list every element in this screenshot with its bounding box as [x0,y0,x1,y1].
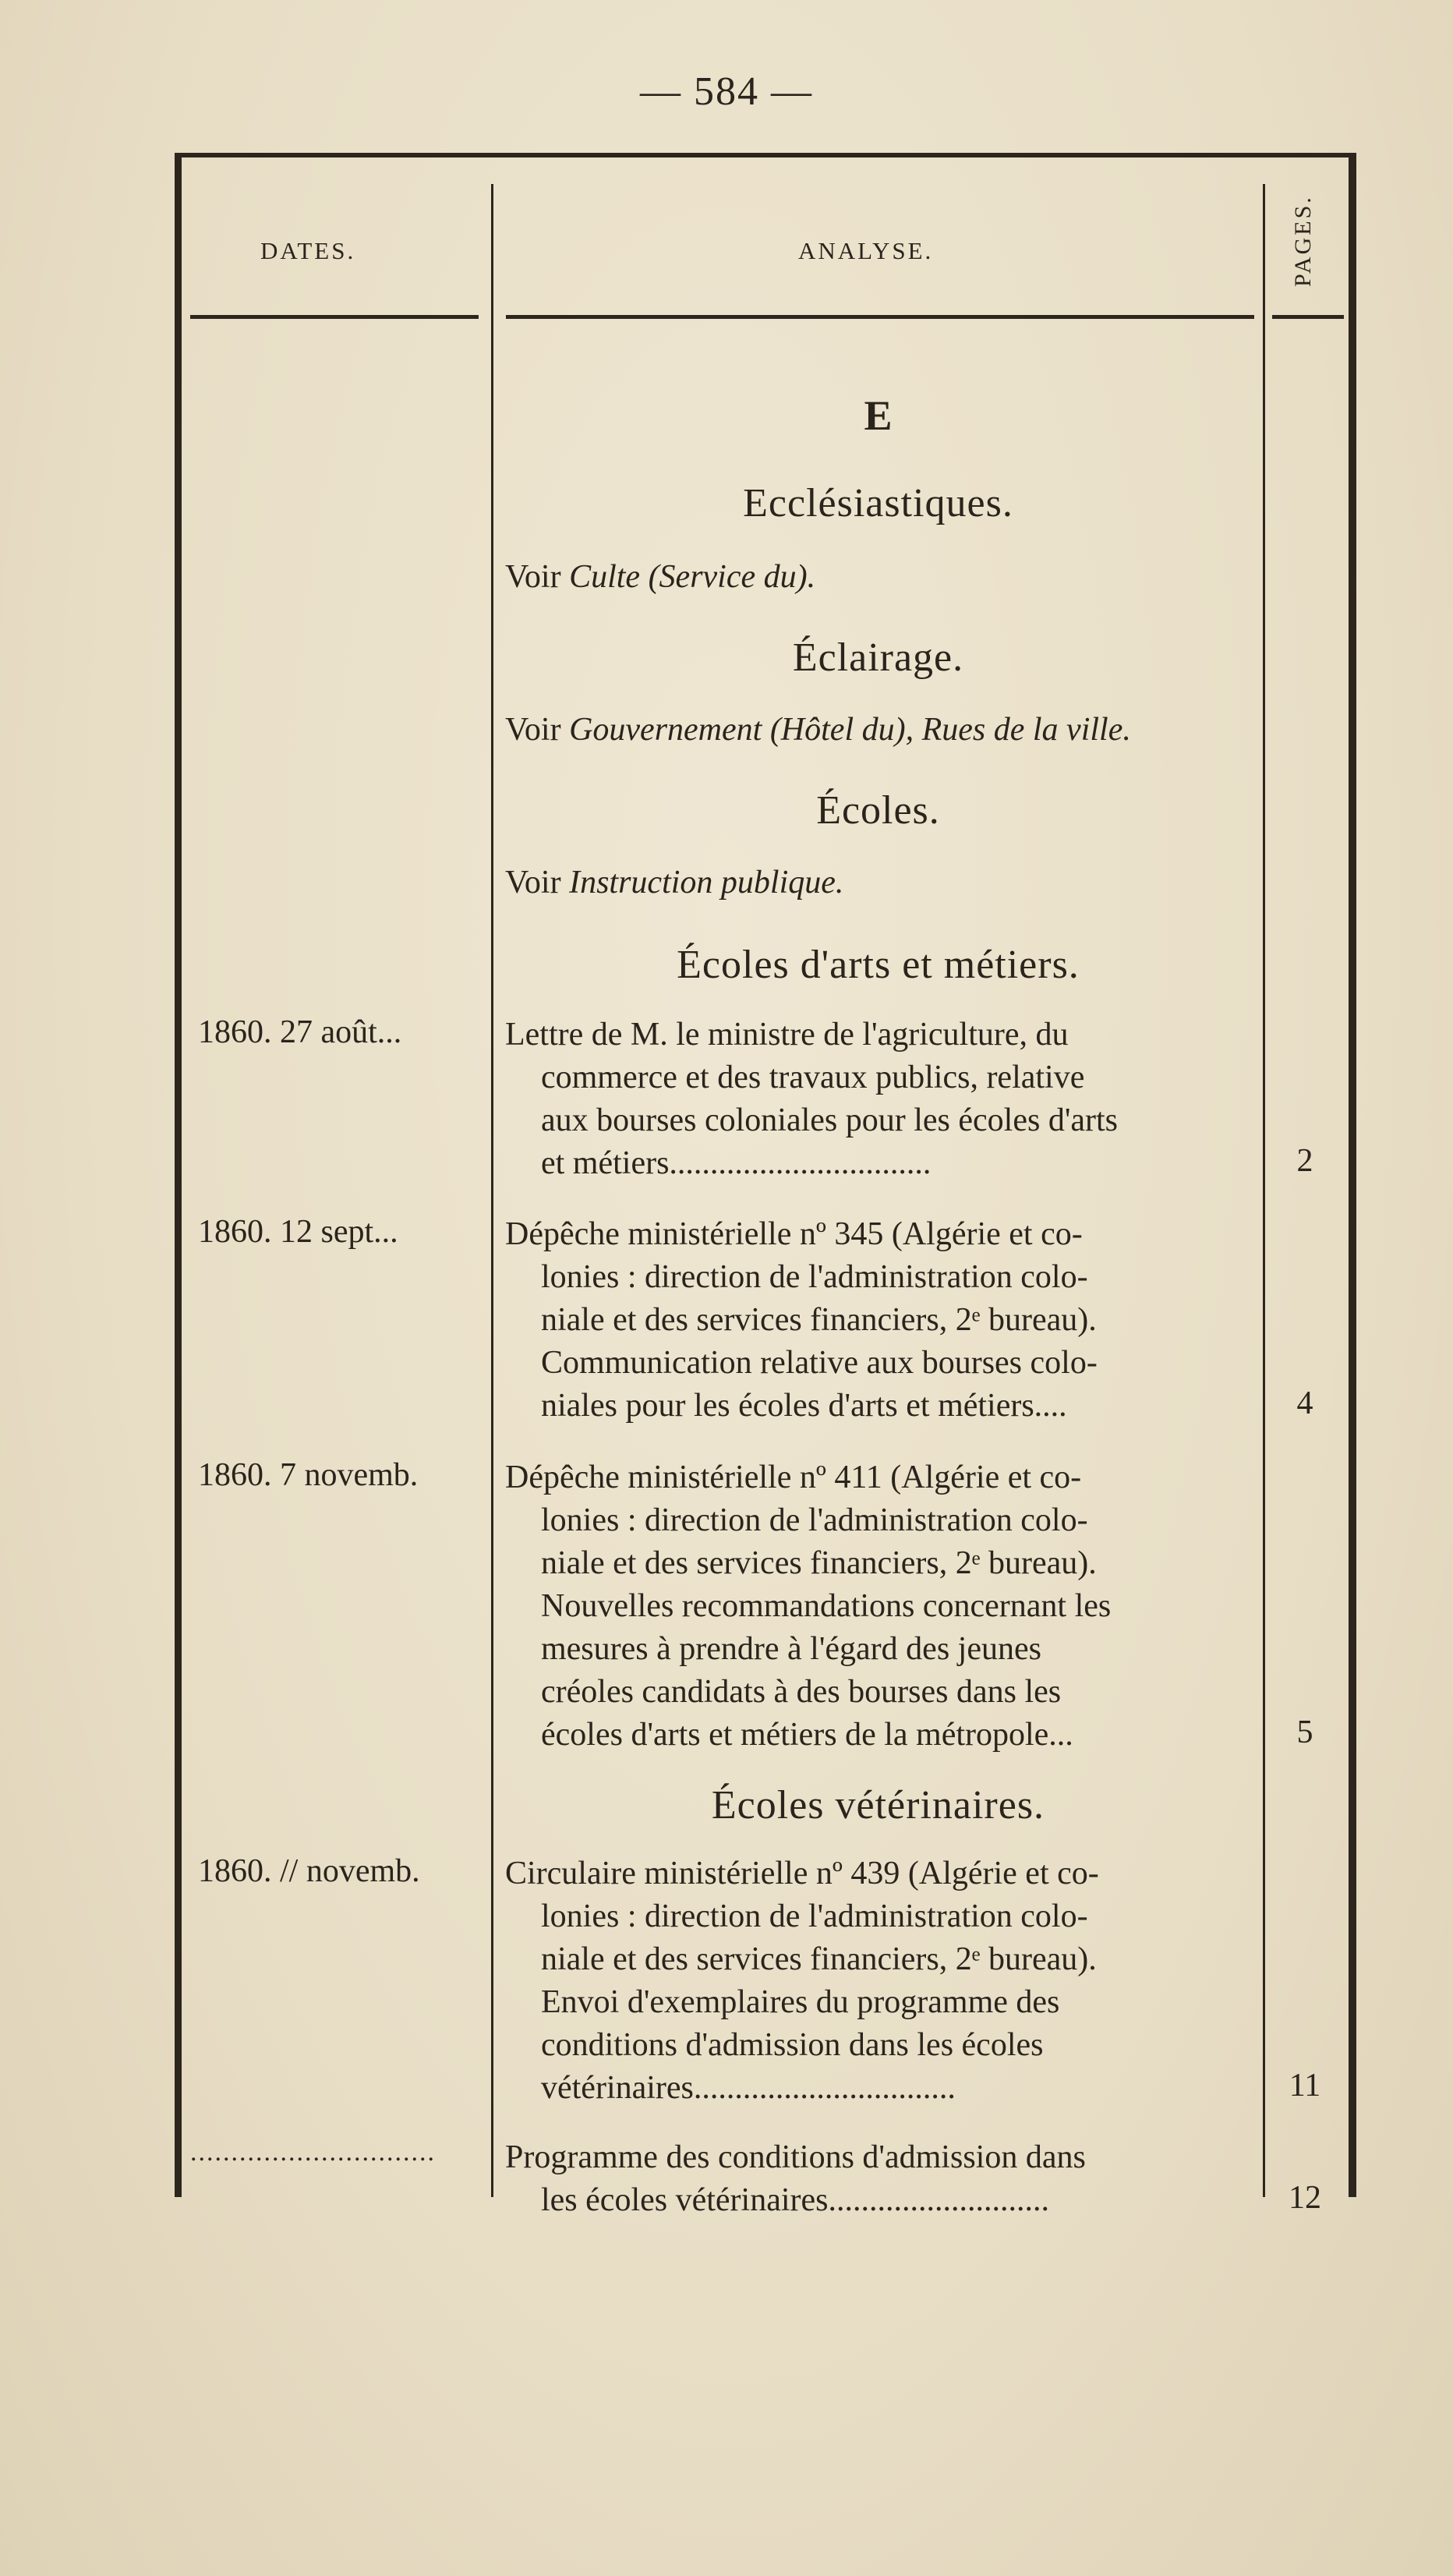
entry-line: Programme des conditions d'admission dans [505,2139,1086,2175]
table-top-border [175,153,1356,157]
entry-line: et métiers................................ [541,1145,932,1181]
entry-page: 4 [1296,1385,1313,1421]
entry-date: 1860. 27 août... [198,1014,402,1050]
table-left-border [175,153,182,2197]
voir-eclairage [505,711,1131,748]
entry-line: lonies : direction de l'administration colo- [541,1898,1088,1934]
entry-line: niale et des services financiers, 2ᵉ bureau). [541,1302,1097,1338]
entry-line: Circulaire ministérielle nº 439 (Algérie et co- [505,1856,1099,1891]
voir-reference: Culte (Service du). [569,559,816,595]
heading-ecoles-veterinaires: Écoles vétérinaires. [711,1783,1045,1828]
entry-line: Dépêche ministérielle nº 345 (Algérie et co- [505,1216,1083,1252]
voir-prefix: Voir [505,559,570,595]
page-number: — 584 — [640,69,813,114]
entry-line: mesures à prendre à l'égard des jeunes [541,1631,1041,1667]
voir-reference: Gouvernement (Hôtel du), Rues de la ville. [569,712,1131,748]
entry-line: niale et des services financiers, 2ᵉ bureau). [541,1545,1097,1581]
entry-analysis [505,1213,1252,1428]
heading-ecoles: Écoles. [816,788,940,833]
entry-date: 1860. // novemb. [198,1853,420,1889]
entry-line: aux bourses coloniales pour les écoles d'arts [541,1102,1119,1138]
header-pages: PAGES. [1290,195,1316,287]
entry-line: commerce et des travaux publics, relative [541,1060,1085,1095]
header-analyse: ANALYSE. [798,237,934,264]
entry-line: Envoi d'exemplaires du programme des [541,1984,1060,2020]
entry-line: niale et des services financiers, 2ᵉ bureau). [541,1941,1097,1977]
entry-line: Lettre de M. le ministre de l'agriculture, du [505,1017,1069,1053]
header-underline-analyse [506,315,1254,319]
entry-line: Dépêche ministérielle nº 411 (Algérie et co- [505,1460,1082,1495]
entry-line: conditions d'admission dans les écoles [541,2027,1044,2063]
section-letter: E [864,392,893,439]
entry-line: écoles d'arts et métiers de la métropole... [541,1717,1073,1753]
table-right-border [1349,153,1356,2197]
entry-page: 11 [1289,2068,1321,2104]
entry-analysis [505,1014,1252,1185]
entry-date: 1860. 12 sept... [198,1214,398,1250]
entry-page: 5 [1296,1714,1313,1750]
entry-page: 12 [1289,2180,1321,2216]
entry-line: vétérinaires................................ [541,2070,956,2106]
entry-line: Nouvelles recommandations concernant les [541,1588,1112,1624]
heading-ecoles-arts-metiers: Écoles d'arts et métiers. [677,943,1080,987]
heading-eclairage: Éclairage. [792,635,964,680]
header-underline-pages [1272,315,1344,319]
index-table [175,153,1356,2218]
header-underline-dates [190,315,479,319]
entry-page: 2 [1296,1143,1313,1179]
entry-analysis [505,2136,1252,2222]
heading-ecclesiastiques: Ecclésiastiques. [743,481,1013,525]
voir-prefix: Voir [505,865,570,901]
entry-line: créoles candidats à des bourses dans les [541,1674,1062,1710]
entry-date: .............................. [190,2138,436,2167]
entry-analysis [505,1852,1252,2110]
entry-line: Communication relative aux bourses colo- [541,1345,1098,1381]
entry-line: les écoles vétérinaires........................... [541,2182,1049,2218]
entry-line: niales pour les écoles d'arts et métiers.... [541,1388,1067,1424]
header-dates: DATES. [260,237,356,264]
voir-ecclesiastiques [505,558,815,596]
voir-reference: Instruction publique. [569,865,844,901]
entry-date: 1860. 7 novemb. [198,1457,419,1493]
entry-line: lonies : direction de l'administration colo- [541,1259,1088,1295]
entry-analysis [505,1456,1252,1757]
pages-column-divider [1263,184,1265,2197]
entry-line: lonies : direction de l'administration colo- [541,1502,1088,1538]
voir-prefix: Voir [505,712,570,748]
voir-ecoles [505,864,843,901]
